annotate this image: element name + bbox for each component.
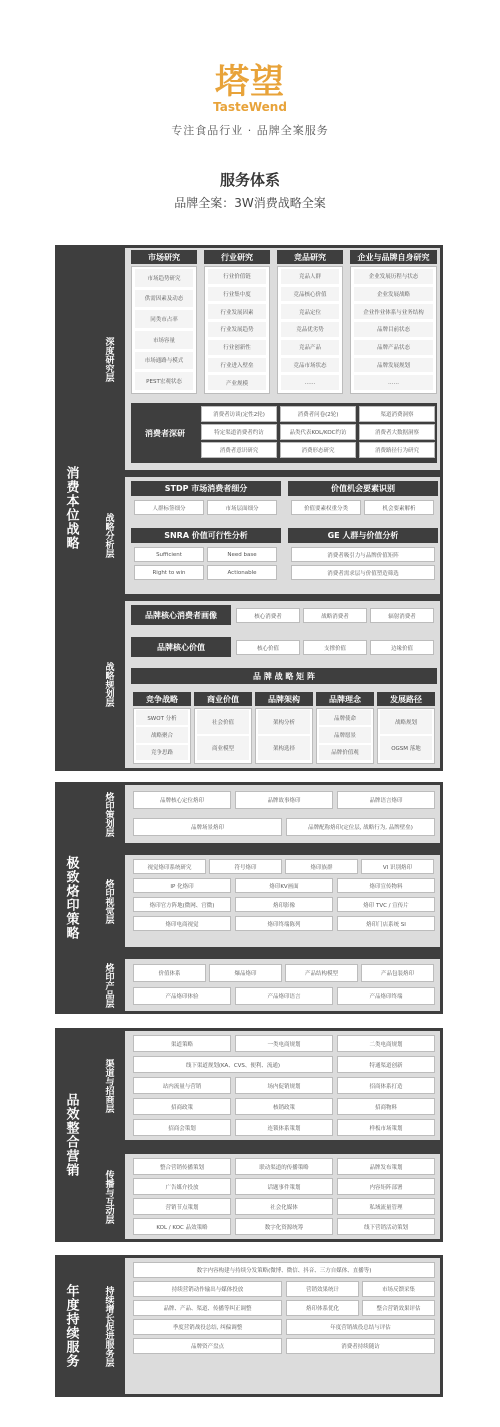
imprint-product-item: 产品烙印语言	[235, 987, 333, 1005]
section-2-label: 极致烙印策略	[63, 856, 79, 940]
consumer-research-item: 消费者访谈(定性2轮)	[201, 406, 277, 422]
layer-channel-label: 渠道与招商层	[93, 1031, 125, 1140]
brand-tagline: 专注食品行业 · 品牌全案服务	[171, 124, 329, 137]
imprint-product-item: 爆品烙印	[209, 964, 282, 982]
layer-imprint-plan-label: 烙印策划层	[93, 785, 125, 843]
consumer-research-item: 消费形态研究	[280, 442, 356, 458]
matrix-item: OGSM 落地	[380, 736, 432, 760]
growth-item: 季度营销战役总结, 纠偏调整	[133, 1319, 282, 1335]
channel-item: 招商会策划	[133, 1119, 231, 1136]
matrix-item: 社会价值	[197, 710, 249, 734]
matrix-item: 架构分析	[258, 710, 310, 734]
imprint-plan-item: 品牌核心定位烙印	[133, 791, 231, 809]
research-item: 企业发展历程与状态	[354, 269, 433, 284]
channel-item: 场内促销规划	[235, 1077, 333, 1094]
matrix-col-head: 发展路径	[377, 692, 435, 706]
research-item: 竞品人群	[281, 269, 339, 284]
consumer-research-item: 品类代表KOL/KOC约访	[280, 424, 356, 440]
portrait-head: 品牌核心消费者画像	[131, 605, 231, 625]
growth-item: 品牌、产品、渠道、传播等纠正调整	[133, 1300, 282, 1316]
growth-item: 消费者持续随访	[286, 1338, 435, 1354]
research-item: 市场趋势研究	[135, 269, 193, 287]
ge-head: GE 人群与价值分析	[288, 528, 438, 543]
communication-item: 营销节点策划	[133, 1198, 231, 1215]
portrait-item: 核心消费者	[236, 608, 300, 623]
research-item: 竞品核心价值	[281, 287, 339, 302]
research-item: 市场通路与模式	[135, 352, 193, 370]
consumer-research-item: 特定渠道消费者约访	[201, 424, 277, 440]
growth-item: 整合营销效果评估	[362, 1300, 435, 1316]
imprint-product-item: 产品烙印体验	[133, 987, 231, 1005]
research-item: 供需因素及动态	[135, 290, 193, 308]
core-value-item: 核心价值	[236, 640, 300, 655]
imprint-visual-item: 符号烙印	[209, 859, 282, 874]
growth-item: 品牌资产盘点	[133, 1338, 282, 1354]
research-item: 市场容量	[135, 331, 193, 349]
imprint-plan-item: 品牌语言烙印	[337, 791, 435, 809]
section-3-label: 品效整合营销	[63, 1093, 79, 1177]
channel-item: 线下渠道规划(KA、CVS、便利、流通)	[133, 1056, 333, 1073]
growth-item: 数字内容构建与持续分发策略(微博、微信、抖音、三方自媒体、直播等)	[133, 1262, 435, 1278]
stdp-item: 市场层面细分	[207, 500, 277, 515]
snra-head: SNRA 价值可行性分析	[131, 528, 281, 543]
channel-item: 样板市场策划	[337, 1119, 435, 1136]
communication-item: 内容矩阵部署	[337, 1178, 435, 1195]
matrix-item: 品牌价值观	[319, 745, 371, 760]
imprint-visual-item: VI 识别烙印	[361, 859, 434, 874]
imprint-product-item: 产品结构模型	[285, 964, 358, 982]
layer-imprint-visual-label: 烙印视觉层	[93, 855, 125, 947]
research-item: 同类市占率	[135, 310, 193, 328]
research-item: 竞品产品	[281, 340, 339, 355]
growth-item: 市场反馈采集	[362, 1281, 435, 1297]
imprint-visual-item: 烙印终端陈列	[235, 916, 333, 931]
imprint-product-item: 产品包装烙印	[361, 964, 434, 982]
matrix-item: 战略规划	[380, 710, 432, 734]
research-item: ……	[281, 375, 339, 390]
matrix-item: 品牌愿景	[319, 727, 371, 742]
matrix-col-head: 商业价值	[194, 692, 252, 706]
section-4-label: 年度持续服务	[63, 1284, 79, 1368]
imprint-visual-item: 烙印宣传物料	[337, 878, 435, 893]
layer-imprint-product-label: 烙印产品层	[93, 959, 125, 1011]
imprint-visual-item: IP 化烙印	[133, 878, 231, 893]
core-value-item: 边缘价值	[370, 640, 434, 655]
value-item: 机会要素解析	[364, 500, 434, 515]
imprint-visual-item: 烙印KV画面	[235, 878, 333, 893]
research-item: 竞品定位	[281, 304, 339, 319]
imprint-visual-item: 烙印族群	[285, 859, 358, 874]
research-item: ……	[354, 375, 433, 390]
consumer-research-item: 消费者意识研究	[201, 442, 277, 458]
consumer-research-head: 消费者深研	[131, 403, 199, 463]
research-item: 行业进入壁垒	[208, 358, 266, 373]
channel-item: 特通渠道创新	[337, 1056, 435, 1073]
communication-item: KOL / KOC 品效策略	[133, 1218, 231, 1235]
channel-item: 二类电商规划	[337, 1035, 435, 1052]
research-item: 行业价值链	[208, 269, 266, 284]
matrix-item: SWOT 分析	[136, 710, 188, 725]
communication-item: 社会化媒体	[235, 1198, 333, 1215]
communication-item: 数字化资源统筹	[235, 1218, 333, 1235]
research-col-head: 企业与品牌自身研究	[350, 250, 437, 264]
imprint-plan-item: 品牌配称烙印(定位层, 战略行为, 品牌壁垒)	[286, 818, 435, 836]
portrait-item: 战略消费者	[303, 608, 367, 623]
research-col-head: 竞品研究	[277, 250, 343, 264]
ge-item: 消费者需求层与价值塑造筛选	[291, 565, 435, 580]
value-item: 价值要素权重分类	[291, 500, 361, 515]
snra-item: Right to win	[134, 565, 204, 580]
core-value-head: 品牌核心价值	[131, 637, 231, 657]
research-item: 产业规模	[208, 375, 266, 390]
communication-item: 联动渠道的传播策略	[235, 1158, 333, 1175]
imprint-product-item: 价值体系	[133, 964, 206, 982]
research-item: 行业发展趋势	[208, 322, 266, 337]
communication-item: 话题事件策划	[235, 1178, 333, 1195]
research-item: 品牌发展规划	[354, 358, 433, 373]
section-1-label: 消费本位战略	[63, 466, 79, 550]
stdp-item: 人群标签细分	[134, 500, 204, 515]
research-item: 品牌产品状态	[354, 340, 433, 355]
research-item: 行业发展因素	[208, 304, 266, 319]
growth-item: 烙印体系优化	[286, 1300, 359, 1316]
stdp-head: STDP 市场消费者细分	[131, 481, 281, 496]
research-col-head: 市场研究	[131, 250, 197, 264]
matrix-col-head: 品牌架构	[255, 692, 313, 706]
matrix-col-head: 竞争战略	[133, 692, 191, 706]
portrait-item: 辐射消费者	[370, 608, 434, 623]
growth-item: 营销效果统计	[286, 1281, 359, 1297]
channel-item: 核销政策	[235, 1098, 333, 1115]
layer-growth-label: 持续增长促进服务层	[93, 1258, 125, 1394]
research-item: 企业发展战略	[354, 287, 433, 302]
consumer-research-item: 消费者问卷(2轮)	[280, 406, 356, 422]
research-col-head: 行业研究	[204, 250, 270, 264]
layer-communication-label: 传播与互动层	[93, 1154, 125, 1239]
imprint-plan-item: 品牌场景烙印	[133, 818, 282, 836]
channel-item: 一类电商规划	[235, 1035, 333, 1052]
communication-item: 品牌发布策划	[337, 1158, 435, 1175]
layer-deep-research-label: 深度研究层	[93, 248, 125, 470]
imprint-visual-item: 烙印影像	[235, 897, 333, 912]
snra-item: Need base	[207, 547, 277, 562]
consumer-research-item: 消费路径行为研究	[359, 442, 435, 458]
imprint-visual-item: 视觉烙印系统研究	[133, 859, 206, 874]
layer-strategy-analysis-label: 战略分析层	[93, 477, 125, 594]
core-value-item: 支撑价值	[303, 640, 367, 655]
imprint-visual-item: 烙印官方阵地(微网、官微)	[133, 897, 231, 912]
research-item: 行业集中度	[208, 287, 266, 302]
growth-item: 年度营销战役总结与评估	[286, 1319, 435, 1335]
matrix-title: 品 牌 战 略 矩 阵	[131, 668, 437, 684]
research-item: 竞品优劣势	[281, 322, 339, 337]
matrix-item: 竞争思路	[136, 745, 188, 760]
snra-item: Actionable	[207, 565, 277, 580]
growth-item: 持续营销动作输出与媒体投放	[133, 1281, 282, 1297]
imprint-visual-item: 烙印门店系统 SI	[337, 916, 435, 931]
communication-item: 广告媒介投放	[133, 1178, 231, 1195]
imprint-product-item: 产品烙印终端	[337, 987, 435, 1005]
channel-item: 站内流量与营销	[133, 1077, 231, 1094]
matrix-col-head: 品牌理念	[316, 692, 374, 706]
imprint-visual-item: 烙印 TVC / 宣传片	[337, 897, 435, 912]
consumer-research-item: 渠道消费洞察	[359, 406, 435, 422]
value-head: 价值机会要素识别	[288, 481, 438, 496]
research-item: 企业作业体系与业务结构	[354, 304, 433, 319]
brand-logo-cn: 塔望	[215, 62, 285, 102]
research-item: 行业创新性	[208, 340, 266, 355]
research-item: 竞品市场状态	[281, 358, 339, 373]
channel-item: 渠道策略	[133, 1035, 231, 1052]
imprint-visual-item: 烙印电商视觉	[133, 916, 231, 931]
snra-item: Sufficient	[134, 547, 204, 562]
research-item: 品牌目前状态	[354, 322, 433, 337]
channel-item: 招商物料	[337, 1098, 435, 1115]
matrix-item: 架构选择	[258, 736, 310, 760]
page-title: 服务体系	[219, 171, 280, 189]
ge-item: 消费者吸引力与品牌价值矩阵	[291, 547, 435, 562]
matrix-item: 战略聚合	[136, 727, 188, 742]
page-subtitle: 品牌全案：3W消费战略全案	[174, 196, 326, 210]
channel-item: 招商体系打造	[337, 1077, 435, 1094]
matrix-item: 品牌使命	[319, 710, 371, 725]
communication-item: 整合营销传播策划	[133, 1158, 231, 1175]
layer-strategy-planning-label: 战略规划层	[93, 601, 125, 768]
communication-item: 线下营销活动策划	[337, 1218, 435, 1235]
imprint-plan-item: 品牌故事烙印	[235, 791, 333, 809]
research-item: PEST宏观状态	[135, 372, 193, 390]
channel-item: 连锁体系策划	[235, 1119, 333, 1136]
communication-item: 私域流量管理	[337, 1198, 435, 1215]
consumer-research-item: 消费者大数据洞察	[359, 424, 435, 440]
channel-item: 招商政策	[133, 1098, 231, 1115]
matrix-item: 商业模型	[197, 736, 249, 760]
brand-logo-en: TasteWend	[213, 100, 287, 114]
